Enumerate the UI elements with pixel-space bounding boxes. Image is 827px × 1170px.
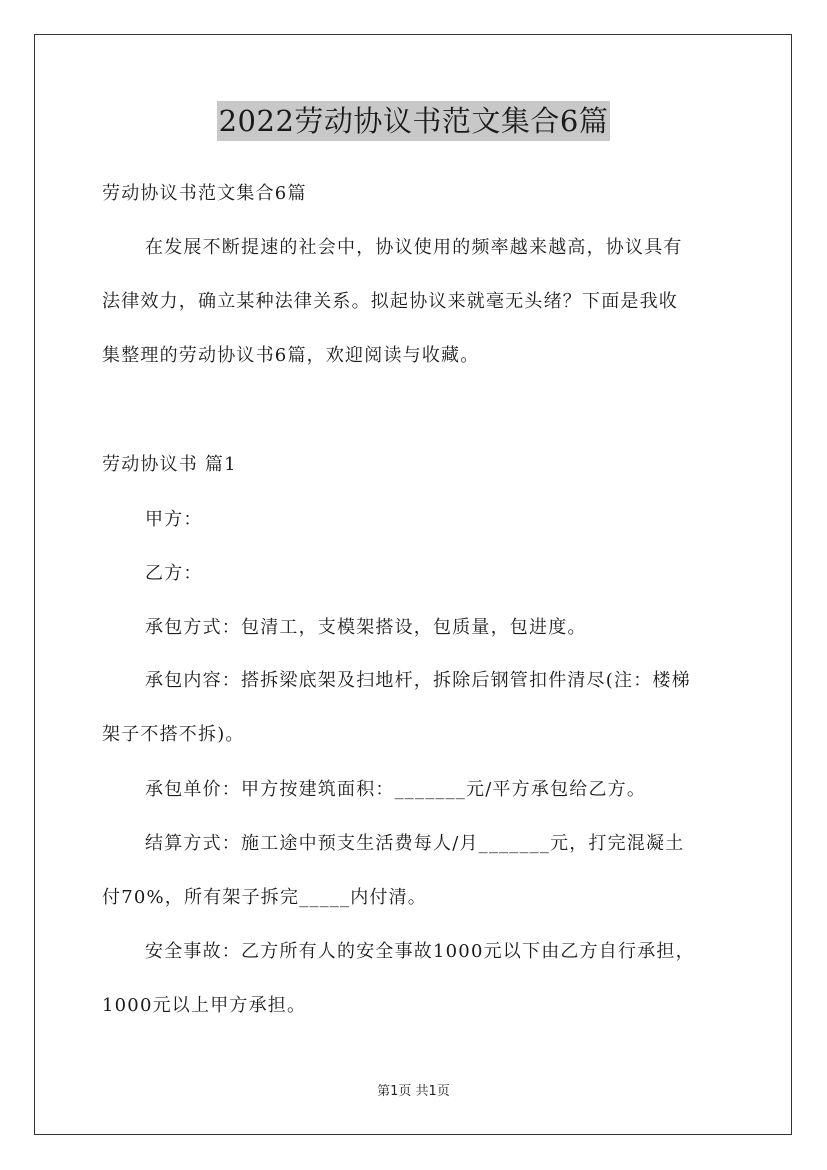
party-b-label: 乙方： bbox=[145, 563, 203, 584]
page-footer: 第1页 共1页 bbox=[377, 1084, 450, 1099]
party-a-label: 甲方： bbox=[145, 509, 203, 530]
section-heading: 劳动协议书 篇1 bbox=[102, 454, 237, 475]
contract-content-clause: 承包内容：搭拆梁底架及扫地杆，拆除后钢管扣件清尽(注：楼梯 bbox=[145, 670, 691, 691]
intro-paragraph-line: 在发展不断提速的社会中，协议使用的频率越来越高，协议具有 bbox=[145, 237, 683, 258]
unit-price-clause: 承包单价：甲方按建筑面积：_______元/平方承包给乙方。 bbox=[145, 779, 647, 800]
contract-method-clause: 承包方式：包清工，支模架搭设，包质量，包进度。 bbox=[145, 617, 587, 638]
intro-paragraph-line: 法律效力，确立某种法律关系。拟起协议来就毫无头绪？下面是我收 bbox=[102, 291, 678, 312]
title-container bbox=[0, 101, 827, 141]
settlement-clause: 付70%，所有架子拆完_____内付清。 bbox=[102, 887, 428, 908]
safety-clause: 1000元以上甲方承担。 bbox=[102, 995, 307, 1016]
settlement-clause: 结算方式：施工途中预支生活费每人/月_______元，打完混凝土 bbox=[145, 833, 685, 854]
safety-clause: 安全事故：乙方所有人的安全事故1000元以下由乙方自行承担， bbox=[145, 941, 695, 962]
intro-paragraph-line: 集整理的劳动协议书6篇，欢迎阅读与收藏。 bbox=[102, 345, 480, 366]
contract-content-clause: 架子不搭不拆)。 bbox=[102, 724, 245, 745]
document-subtitle: 劳动协议书范文集合6篇 bbox=[102, 183, 307, 204]
document-title: 2022劳动协议书范文集合6篇 bbox=[217, 101, 611, 141]
